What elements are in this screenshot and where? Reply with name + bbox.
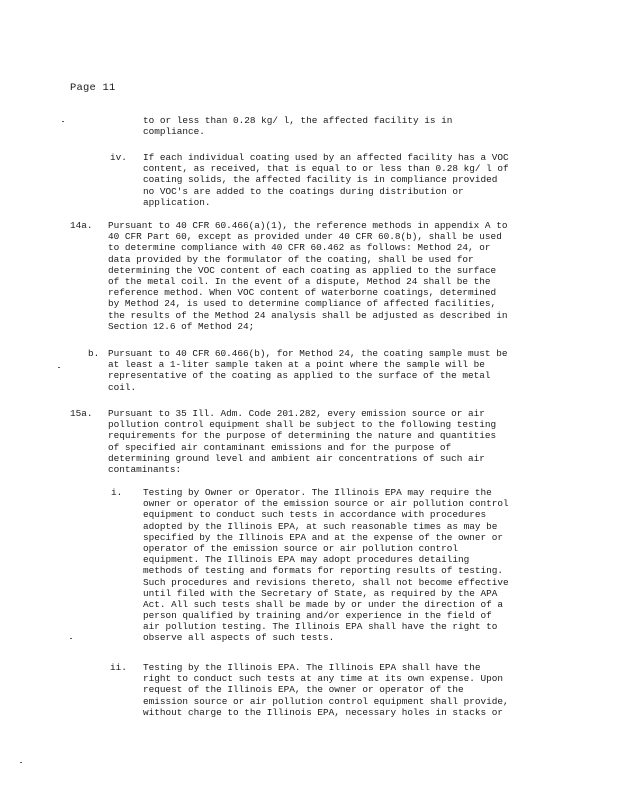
text-line: without charge to the Illinois EPA, necessary holes in stacks or bbox=[143, 706, 504, 718]
text-line: request of the Illinois EPA, the owner or operator of the bbox=[143, 684, 464, 696]
text-line: equipment to conduct such tests in accordance with procedures bbox=[143, 509, 487, 521]
section-14a-text bbox=[108, 220, 507, 332]
text-line: right to conduct such tests at any time at its own expense. Upon bbox=[143, 673, 504, 685]
text-line: coil. bbox=[108, 381, 137, 393]
text-line: coating solids, the affected facility is in compliance provided bbox=[143, 174, 498, 186]
text-line: person qualified by training and/or experience in the field of bbox=[143, 610, 492, 622]
text-line: representative of the coating as applied to the surface of the metal bbox=[108, 370, 491, 382]
section-15a-text bbox=[108, 408, 496, 475]
text-line: Such procedures and revisions thereto, shall not become effective bbox=[143, 576, 509, 588]
section-label-b: b. bbox=[88, 348, 100, 359]
text-line: If each individual coating used by an affected facility has a VOC bbox=[143, 152, 509, 163]
text-line: equipment. The Illinois EPA may adopt procedures detailing bbox=[143, 554, 470, 566]
text-line: at least a 1-liter sample taken at a point where the sample will be bbox=[108, 359, 485, 371]
text-line: reference method. When VOC content of waterborne coatings, determined bbox=[108, 287, 497, 299]
text-line: observe all aspects of such tests. bbox=[143, 632, 335, 644]
section-label-i: i. bbox=[111, 487, 123, 498]
text-line: until filed with the Secretary of State, as required by the APA bbox=[143, 587, 498, 599]
section-i-text bbox=[143, 487, 509, 644]
text-line: pollution control equipment shall be subject to the following testing bbox=[108, 419, 497, 431]
scan-speck bbox=[70, 638, 72, 639]
text-line: requirements for the purpose of determining the nature and quantities bbox=[108, 430, 497, 442]
text-line: Testing by the Illinois EPA. The Illinois EPA shall have the bbox=[143, 662, 481, 673]
text-line: methods of testing and formats for reporting results of testing. bbox=[143, 565, 504, 577]
text-line: adopted by the Illinois EPA, at such reasonable times as may be bbox=[143, 520, 498, 532]
text-line: Pursuant to 40 CFR 60.466(b), for Method 24, the coating sample must be bbox=[108, 348, 508, 359]
text-line: contaminants: bbox=[108, 463, 182, 475]
text-line: to or less than 0.28 kg/ l, the affected facility is in bbox=[143, 115, 453, 126]
text-line: determining the VOC content of each coating as applied to the surface bbox=[108, 264, 497, 276]
section-label-ii: ii. bbox=[110, 662, 127, 673]
text-line: specified by the Illinois EPA and at the expense of the owner or bbox=[143, 531, 504, 543]
text-line: no VOC's are added to the coatings during distribution or bbox=[143, 185, 464, 197]
text-line: the results of the Method 24 analysis shall be adjusted as described in bbox=[108, 309, 508, 321]
text-line: Pursuant to 35 Ill. Adm. Code 201.282, every emission source or air bbox=[108, 408, 485, 419]
text-line: Section 12.6 of Method 24; bbox=[108, 320, 255, 332]
text-line: data provided by the formulator of the coating, shall be used for bbox=[108, 253, 474, 265]
text-line: of specified air contaminant emissions and for the purpose of bbox=[108, 441, 452, 453]
text-line: air pollution testing. The Illinois EPA shall have the right to bbox=[143, 621, 498, 633]
text-line: Pursuant to 40 CFR 60.466(a)(1), the reference methods in appendix A to bbox=[108, 220, 508, 231]
section-iv-text bbox=[143, 152, 509, 208]
section-b-text bbox=[108, 348, 507, 393]
scan-speck bbox=[20, 762, 22, 763]
text-line: emission source or air pollution control equipment shall provide, bbox=[143, 695, 509, 707]
text-line: application. bbox=[143, 196, 211, 208]
text-line: determining ground level and ambient air concentrations of such air bbox=[108, 452, 485, 464]
scan-speck bbox=[62, 121, 64, 122]
text-line: of the metal coil. In the event of a dispute, Method 24 shall be the bbox=[108, 275, 491, 287]
section-ii-text bbox=[143, 662, 509, 718]
scan-speck bbox=[58, 367, 60, 368]
text-line: to determine compliance with 40 CFR 60.462 as follows: Method 24, or bbox=[108, 242, 491, 254]
section-label-15a: 15a. bbox=[70, 408, 93, 419]
section-iii-continued-text bbox=[143, 115, 452, 137]
text-line: compliance. bbox=[143, 126, 205, 138]
text-line: owner or operator of the emission source or air pollution control bbox=[143, 498, 509, 510]
text-line: Testing by Owner or Operator. The Illinois EPA may require the bbox=[143, 487, 492, 498]
section-label-14a: 14a. bbox=[70, 220, 93, 231]
text-line: operator of the emission source or air pollution control bbox=[143, 542, 459, 554]
text-line: 40 CFR Part 60, except as provided under 40 CFR 60.8(b), shall be used bbox=[108, 231, 502, 243]
text-line: Act. All such tests shall be made by or under the direction of a bbox=[143, 598, 504, 610]
text-line: content, as received, that is equal to or less than 0.28 kg/ l of bbox=[143, 163, 509, 175]
page-number-header: Page 11 bbox=[70, 82, 116, 94]
text-line: by Method 24, is used to determine compliance of affected facilities, bbox=[108, 298, 497, 310]
section-label-iv: iv. bbox=[110, 152, 127, 163]
